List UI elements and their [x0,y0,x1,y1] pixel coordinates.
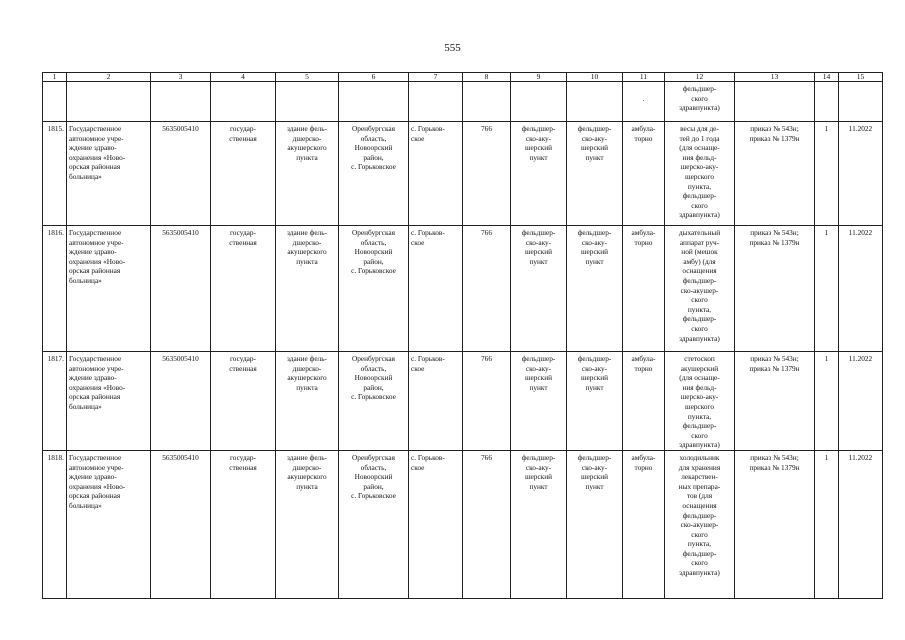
equipment-name: холодильник для хранения лекарствен- ных препара- тов (для оснащения фельдшер- ско-акушер- ского пункта, фельдшер- ского здравпункта) [665,450,735,598]
register-table [42,72,883,599]
column-number: 15 [839,73,883,82]
facility-type: фельдшер- ско-аку- шерский пункт [511,450,567,598]
column-number: 14 [815,73,839,82]
quantity: 1 [815,226,839,352]
oktmo-code: 766 [463,450,511,598]
oktmo-code: 766 [463,352,511,451]
building-type: здание фель- дшерско- акушерского пункта [276,122,339,226]
care-form: амбула- торно [623,352,665,451]
column-number: 7 [409,73,463,82]
facility-subtype: фельдшер- ско-аку- шерский пункт [567,226,623,352]
address: Оренбургская область, Новоорский район, с. Горьковское [339,122,409,226]
address: Оренбургская область, Новоорский район, с. Горьковское [339,352,409,451]
column-number: 4 [211,73,276,82]
settlement: с. Горьков- ское [409,122,463,226]
column-number: 8 [463,73,511,82]
building-type: здание фель- дшерско- акушерского пункта [276,352,339,451]
continuation-equipment: фельдшер- ского здравпункта) [665,82,735,122]
care-form: амбула- торно [623,226,665,352]
regulation: приказ № 543н; приказ № 1379н [735,450,815,598]
ownership-form: государ- ственная [211,450,276,598]
inn: 5635005410 [151,226,211,352]
facility-subtype: фельдшер- ско-аку- шерский пункт [567,450,623,598]
column-number: 3 [151,73,211,82]
equipment-name: весы для де- тей до 1 года (для оснаще- ния фельд- шерско-аку- шерского пункта, фельдшер- ского здравпункта) [665,122,735,226]
ownership-form: государ- ственная [211,352,276,451]
organization-name: Государственное автономное учре- ждение здраво- охранения «Ново- орская районная больница» [67,352,151,451]
settlement: с. Горьков- ское [409,450,463,598]
facility-subtype: фельдшер- ско-аку- шерский пункт [567,122,623,226]
care-form: амбула- торно [623,122,665,226]
oktmo-code: 766 [463,226,511,352]
inn: 5635005410 [151,450,211,598]
organization-name: Государственное автономное учре- ждение здраво- охранения «Ново- орская районная больница» [67,226,151,352]
inn: 5635005410 [151,352,211,451]
facility-subtype: фельдшер- ско-аку- шерский пункт [567,352,623,451]
deadline: 11.2022 [839,122,883,226]
column-number: 11 [623,73,665,82]
row-number: 1815. [43,122,67,226]
building-type: здание фель- дшерско- акушерского пункта [276,450,339,598]
continuation-mark: . [623,82,665,122]
continuation-row [43,82,883,122]
table-row [43,352,883,451]
address: Оренбургская область, Новоорский район, с. Горьковское [339,226,409,352]
table-row [43,122,883,226]
address: Оренбургская область, Новоорский район, с. Горьковское [339,450,409,598]
care-form: амбула- торно [623,450,665,598]
deadline: 11.2022 [839,450,883,598]
table-row [43,450,883,598]
regulation: приказ № 543н; приказ № 1379н [735,226,815,352]
settlement: с. Горьков- ское [409,352,463,451]
column-number: 9 [511,73,567,82]
ownership-form: государ- ственная [211,226,276,352]
column-number: 6 [339,73,409,82]
column-number: 5 [276,73,339,82]
row-number: 1817. [43,352,67,451]
settlement: с. Горьков- ское [409,226,463,352]
building-type: здание фель- дшерско- акушерского пункта [276,226,339,352]
deadline: 11.2022 [839,352,883,451]
page-number: 555 [444,42,461,54]
equipment-name: дыхательный аппарат руч- ной (мешок амбу) (для оснащения фельдшер- ско-акушер- ского пункта, фельдшер- ского здравпункта) [665,226,735,352]
oktmo-code: 766 [463,122,511,226]
regulation: приказ № 543н; приказ № 1379н [735,352,815,451]
row-number: 1816. [43,226,67,352]
column-number: 1 [43,73,67,82]
quantity: 1 [815,122,839,226]
column-number-row [43,73,883,82]
facility-type: фельдшер- ско-аку- шерский пункт [511,352,567,451]
column-number: 12 [665,73,735,82]
facility-type: фельдшер- ско-аку- шерский пункт [511,226,567,352]
organization-name: Государственное автономное учре- ждение здраво- охранения «Ново- орская районная больница» [67,450,151,598]
organization-name: Государственное автономное учре- ждение здраво- охранения «Ново- орская районная больница» [67,122,151,226]
quantity: 1 [815,450,839,598]
column-number: 10 [567,73,623,82]
row-number: 1818. [43,450,67,598]
column-number: 2 [67,73,151,82]
ownership-form: государ- ственная [211,122,276,226]
table-row [43,226,883,352]
column-number: 13 [735,73,815,82]
facility-type: фельдшер- ско-аку- шерский пункт [511,122,567,226]
regulation: приказ № 543н; приказ № 1379н [735,122,815,226]
equipment-name: стетоскоп акушерский (для оснаще- ния фельд- шерско-аку- шерского пункта, фельдшер- ского здравпункта) [665,352,735,451]
table-body [43,122,883,599]
inn: 5635005410 [151,122,211,226]
quantity: 1 [815,352,839,451]
deadline: 11.2022 [839,226,883,352]
